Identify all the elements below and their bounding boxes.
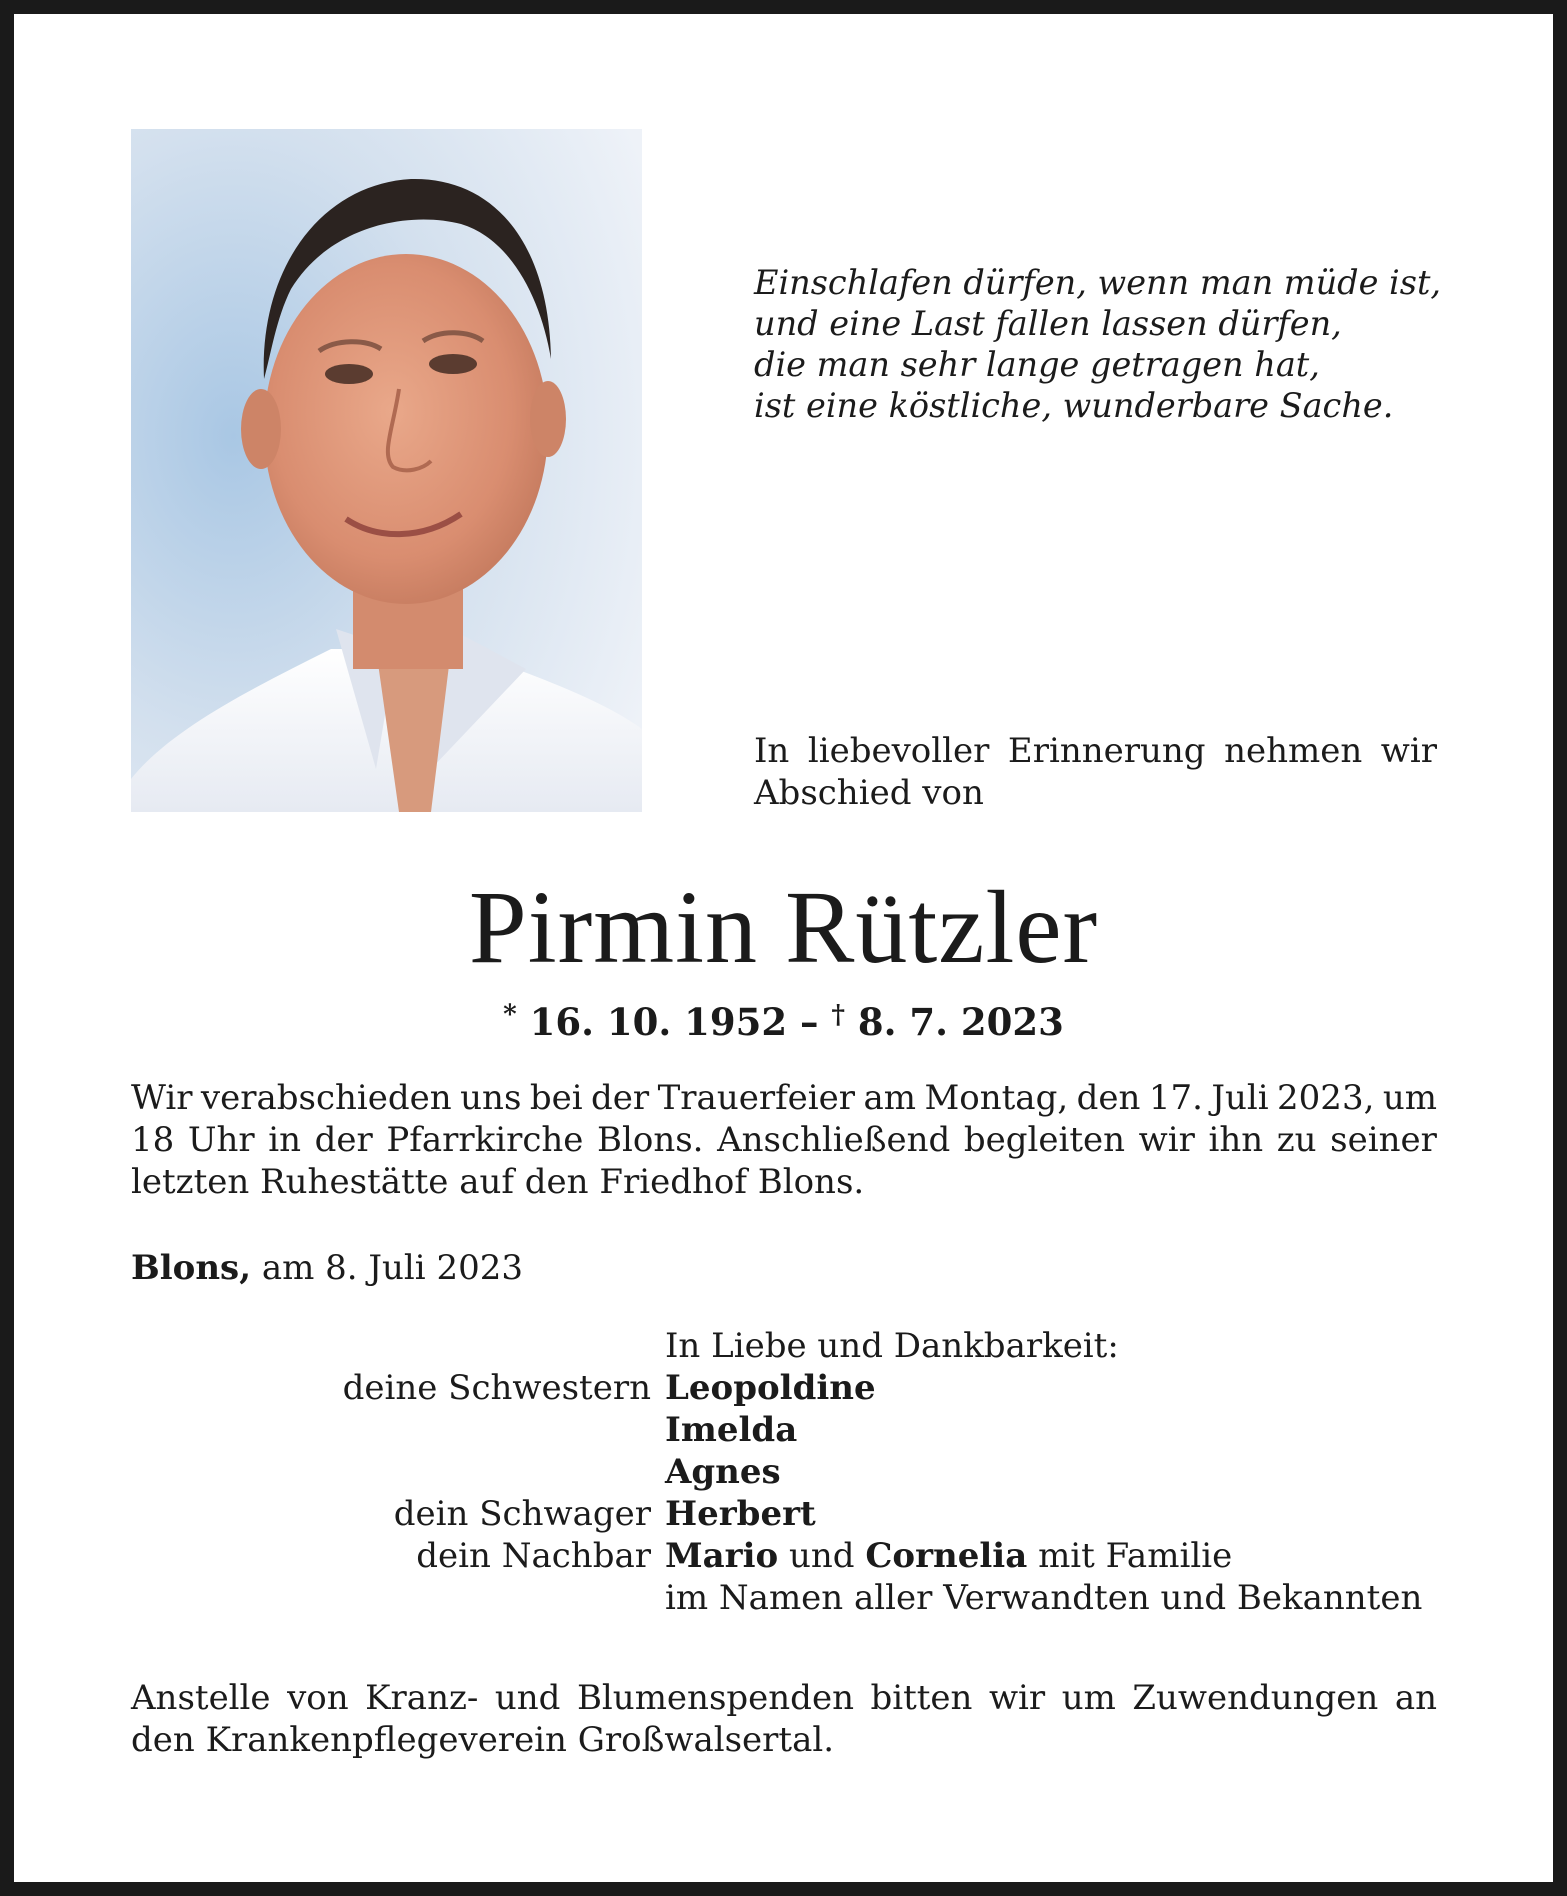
word: am	[863, 1078, 917, 1118]
word: um	[1382, 1078, 1437, 1118]
relation-label: dein Nachbar	[416, 1536, 651, 1576]
word: um	[1061, 1678, 1116, 1718]
mourner-name: Leopoldine	[665, 1368, 876, 1408]
intro-word: liebevoller	[807, 731, 990, 771]
portrait-photo	[131, 129, 642, 812]
word: Zuwendungen	[1132, 1678, 1379, 1718]
spacer	[131, 1577, 665, 1619]
word: in	[268, 1120, 302, 1160]
mourner-name: Cornelia	[865, 1536, 1028, 1576]
word: Juli	[1211, 1078, 1269, 1118]
word: verabschieden	[200, 1078, 452, 1118]
word: Blumenspenden	[576, 1678, 854, 1718]
notice-date: am 8. Juli 2023	[261, 1248, 524, 1288]
word: Pfarrkirche	[386, 1120, 584, 1160]
poem-line: ist eine köstliche, wunderbare Sache.	[754, 386, 1394, 425]
intro-word: nehmen	[1224, 731, 1363, 771]
poem-line: die man sehr lange getragen hat,	[754, 345, 1320, 384]
place-date	[131, 1247, 523, 1289]
word: Blons.	[597, 1120, 704, 1160]
service-line-2	[131, 1119, 1437, 1161]
word: 18	[131, 1120, 175, 1160]
word: Trauerfeier	[657, 1078, 856, 1118]
death-symbol: †	[831, 1000, 845, 1030]
mourners-heading: In Liebe und Dankbarkeit:	[665, 1326, 1119, 1366]
intro-text	[754, 730, 1437, 814]
birth-date: 16. 10. 1952	[529, 1000, 788, 1044]
mourner-row	[131, 1409, 1437, 1451]
intro-word: Erinnerung	[1007, 731, 1206, 771]
relation-label: deine Schwestern	[342, 1368, 651, 1408]
mourner-row	[131, 1367, 1437, 1409]
mourner-name: Agnes	[665, 1452, 781, 1492]
intro-word: wir	[1380, 731, 1437, 771]
donation-note	[131, 1677, 1437, 1761]
deceased-name: Pirmin Rützler	[468, 870, 1099, 985]
intro-line-2: Abschied von	[754, 773, 984, 813]
word: zu	[1276, 1120, 1317, 1160]
life-dates	[0, 993, 1567, 1044]
service-line-1	[131, 1077, 1437, 1119]
word: wir	[988, 1678, 1046, 1718]
poem-line: Einschlafen dürfen, wenn man müde ist,	[754, 263, 1442, 302]
birth-symbol: *	[503, 1000, 517, 1030]
word: und	[494, 1678, 561, 1718]
mourners-list	[131, 1325, 1437, 1619]
mourner-row	[131, 1451, 1437, 1493]
spacer	[131, 1451, 665, 1493]
word: uns	[460, 1078, 522, 1118]
mourner-name: Herbert	[665, 1494, 816, 1534]
word: an	[1394, 1678, 1437, 1718]
word: 2023,	[1277, 1078, 1375, 1118]
mourner-name: Mario	[665, 1536, 779, 1576]
mourners-closing: im Namen aller Verwandten und Bekannten	[665, 1578, 1423, 1618]
donation-line-2: den Krankenpflegeverein Großwalsertal.	[131, 1720, 835, 1760]
relation-label: dein Schwager	[393, 1494, 651, 1534]
death-date: 8. 7. 2023	[857, 1000, 1064, 1044]
mourners-heading-row	[131, 1325, 1437, 1367]
poem-quote	[754, 262, 1474, 426]
word: Kranz-	[365, 1678, 479, 1718]
word: von	[287, 1678, 349, 1718]
date-dash: –	[799, 1000, 819, 1044]
word: Wir	[131, 1078, 193, 1118]
word: Montag,	[924, 1078, 1069, 1118]
spacer	[131, 1409, 665, 1451]
mourner-row	[131, 1535, 1437, 1577]
word: bei	[529, 1078, 583, 1118]
intro-line	[754, 730, 1437, 772]
donation-line-1	[131, 1677, 1437, 1719]
word: 17.	[1148, 1078, 1203, 1118]
poem-line: und eine Last fallen lassen dürfen,	[754, 304, 1342, 343]
word: ihn	[1208, 1120, 1264, 1160]
mourner-row	[131, 1493, 1437, 1535]
service-announcement	[131, 1077, 1437, 1203]
conjunction: und	[789, 1536, 855, 1576]
word: Anstelle	[131, 1678, 271, 1718]
word: Uhr	[187, 1120, 255, 1160]
word: der	[314, 1120, 373, 1160]
mourners-closing-row	[131, 1577, 1437, 1619]
word: begleiten	[963, 1120, 1126, 1160]
mourner-name: Imelda	[665, 1410, 798, 1450]
word: der	[591, 1078, 650, 1118]
service-line-3: letzten Ruhestätte auf den Friedhof Blons.	[131, 1162, 865, 1202]
family-suffix: mit Familie	[1038, 1536, 1233, 1576]
spacer	[131, 1325, 665, 1367]
word: seiner	[1330, 1120, 1437, 1160]
word: Anschließend	[717, 1120, 951, 1160]
word: den	[1076, 1078, 1141, 1118]
place-name: Blons,	[131, 1248, 252, 1288]
word: wir	[1138, 1120, 1195, 1160]
intro-word: In	[754, 731, 790, 771]
word: bitten	[870, 1678, 973, 1718]
